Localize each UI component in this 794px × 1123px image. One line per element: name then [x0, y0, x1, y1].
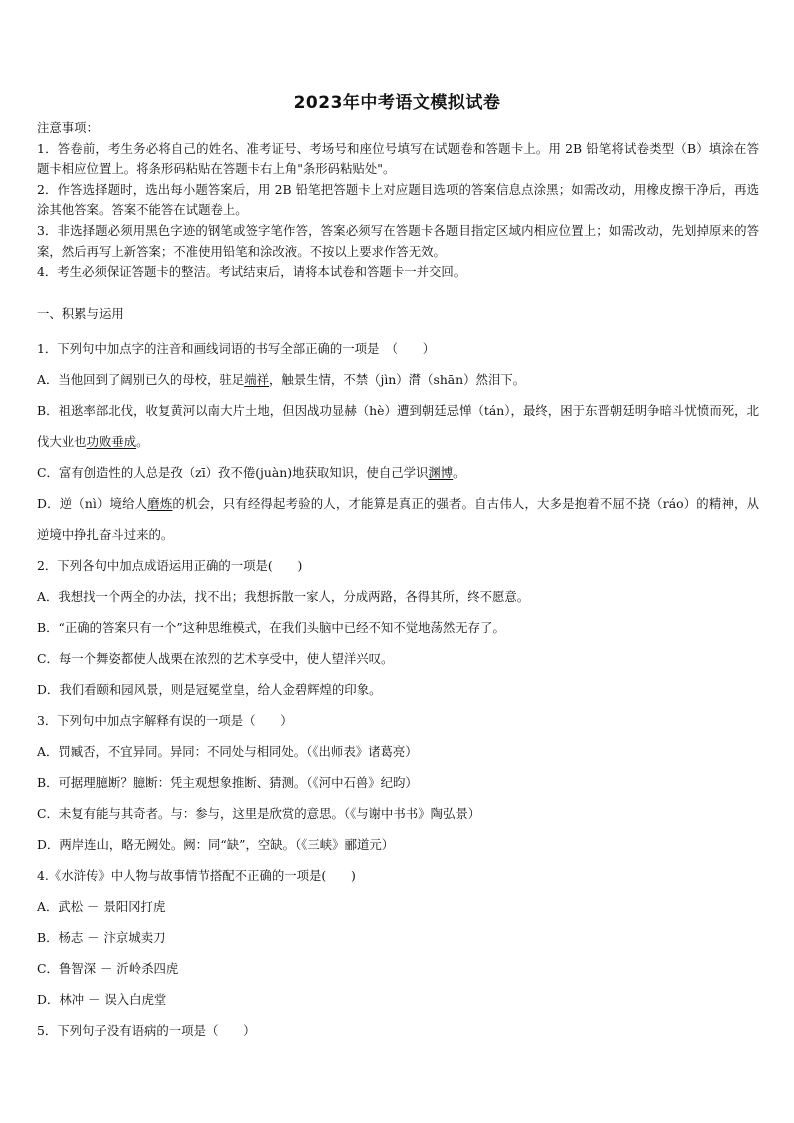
- option-d: D．我们看颐和园风景，则是冠冕堂皇，给人金碧辉煌的印象。: [37, 682, 382, 697]
- option-text: 的机会，只有经得起考验的人，才能算是真正的强者。自古伟人，大多是抱着不屈不挠（ráo）的精神，从逆境中挣扎奋斗过来的。: [37, 496, 759, 542]
- option-text: C．富有创造性的人总是孜（zī）孜不倦(juàn)地获取知识，使自己学识: [37, 465, 429, 480]
- option-a: A．我想找一个两全的办法，找不出；我想拆散一家人，分成两路，各得其所，终不愿意。: [37, 589, 530, 604]
- option-text: 。: [136, 434, 149, 449]
- option-text: B．祖逖率部北伐，收复黄河以南大片土地，但因战功显赫（hè）遭到朝廷忌惮（tán），最终，困于东晋朝廷明争暗斗忧愤而死，北伐大业也: [37, 403, 759, 449]
- section-heading: 一、积累与运用: [37, 306, 124, 321]
- option-c: C．每一个舞姿都使人战栗在浓烈的艺术享受中，使人望洋兴叹。: [37, 651, 394, 666]
- option-b: B．“正确的答案只有一个”这种思维模式，在我们头脑中已经不知不觉地荡然无存了。: [37, 620, 505, 635]
- question-stem: 3．下列句中加点字解释有误的一项是（ ）: [37, 713, 293, 728]
- option-text: A．当他回到了阔别已久的母校，驻足: [37, 372, 245, 387]
- question-stem: 1．下列句中加点字的注音和画线词语的书写全部正确的一项是 （ ）: [37, 341, 436, 356]
- option-text: ，触景生情，不禁（jìn）潸（shān）然泪下。: [268, 372, 526, 387]
- option-d: [37, 488, 759, 550]
- underlined-word: 磨炼: [147, 496, 173, 511]
- option-a: [37, 364, 759, 395]
- notice-heading: 注意事项：: [37, 120, 99, 135]
- option-b: [37, 395, 759, 457]
- option-d: D．林冲 － 误入白虎堂: [37, 992, 167, 1007]
- option-a: A．武松 － 景阳冈打虎: [37, 899, 166, 914]
- notice-item: 2．作答选择题时，选出每小题答案后，用 2B 铅笔把答题卡上对应题目选项的答案信息点涂黑；如需改动，用橡皮擦干净后，再选涂其他答案。答案不能答在试题卷上。: [37, 181, 759, 218]
- option-b: B．杨志 － 汴京城卖刀: [37, 930, 166, 945]
- option-c: [37, 457, 759, 488]
- option-b: B．可据理臆断？臆断：凭主观想象推断、猜测。（《河中石兽》纪昀）: [37, 775, 418, 790]
- option-d: D．两岸连山，略无阙处。阙：同“缺”，空缺。（《三峡》郦道元）: [37, 837, 395, 852]
- question-stem: 4.《水浒传》中人物与故事情节搭配不正确的一项是( ): [37, 868, 356, 883]
- underlined-word: 功败垂成: [86, 434, 137, 449]
- option-text: 。: [453, 465, 466, 480]
- option-text: D．逆（nì）境给人: [37, 496, 148, 511]
- underlined-word: 渊博: [428, 465, 454, 480]
- page-title: 2023年中考语文模拟试卷: [293, 93, 501, 113]
- questions: [37, 304, 759, 1046]
- notice-item: 4．考生必须保证答题卡的整洁。考试结束后，请将本试卷和答题卡一并交回。: [37, 264, 467, 280]
- notice-item: 3．非选择题必须用黑色字迹的钢笔或签字笔作答，答案必须写在答题卡各题目指定区域内相应位置上；如需改动，先划掉原来的答案，然后再写上新答案；不准使用铅笔和涂改液。不按以上要求作答无效。: [37, 222, 759, 259]
- question-stem: 5．下列句子没有语病的一项是（ ）: [37, 1023, 256, 1038]
- option-c: C．鲁智深 － 沂岭杀四虎: [37, 961, 179, 976]
- notice-block: [37, 118, 759, 283]
- option-c: C．未复有能与其奇者。与：参与，这里是欣赏的意思。（《与谢中书书》陶弘景）: [37, 806, 481, 821]
- option-a: A．罚臧否，不宜异同。异同：不同处与相同处。（《出师表》诸葛亮）: [37, 744, 418, 759]
- notice-item: 1．答卷前，考生务必将自己的姓名、准考证号、考场号和座位号填写在试题卷和答题卡上。用 2B 铅笔将试卷类型（B）填涂在答题卡相应位置上。将条形码粘贴在答题卡右上角"条形码粘贴处"。: [37, 140, 759, 177]
- question-stem: 2．下列各句中加点成语运用正确的一项是( ): [37, 558, 303, 573]
- underlined-word: 端祥: [244, 372, 269, 387]
